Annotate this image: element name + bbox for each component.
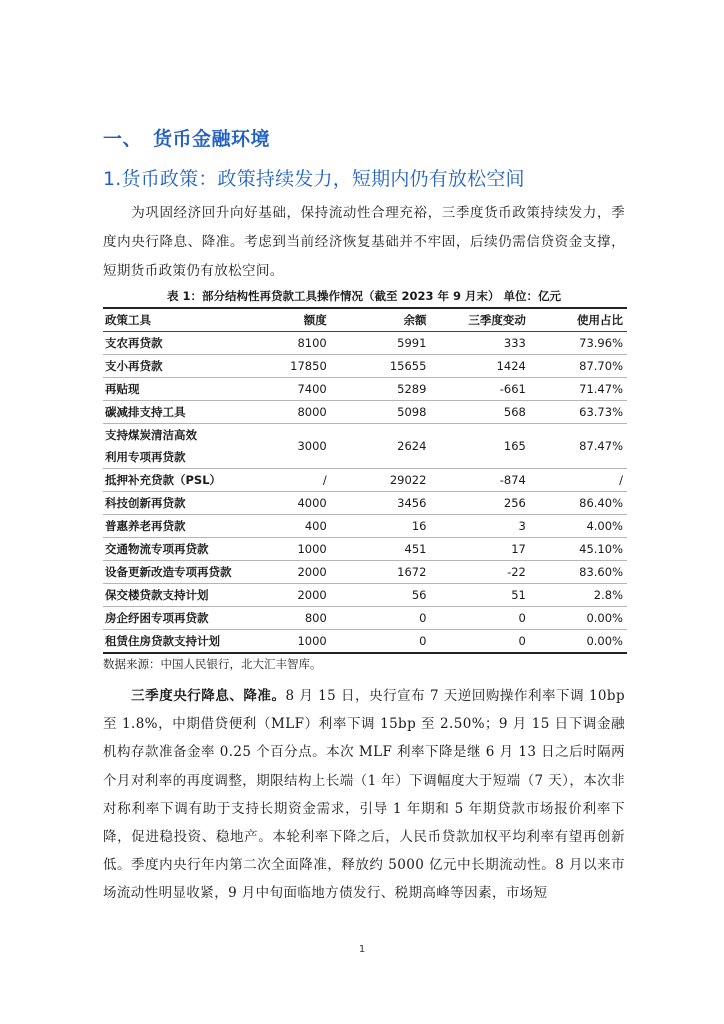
tool-balance: 5289 [329, 378, 429, 401]
tool-balance: 56 [329, 584, 429, 607]
tool-quota: 7400 [253, 378, 329, 401]
tool-balance: 1672 [329, 561, 429, 584]
tool-ratio: 0.00% [586, 634, 623, 648]
tool-change: 51 [428, 584, 527, 607]
table-row [103, 332, 627, 355]
tool-name: 租赁住房贷款支持计划 [105, 634, 220, 648]
tool-change: 333 [428, 332, 527, 355]
tool-change: 0 [428, 607, 527, 630]
refinancing-tools-table [103, 307, 627, 654]
tool-balance: 29022 [329, 469, 429, 492]
policy-paragraph [103, 682, 625, 908]
tool-name: 科技创新再贷款 [103, 492, 253, 515]
tool-ratio: 73.96% [528, 332, 627, 355]
tool-quota: 2000 [253, 584, 329, 607]
tool-quota: 17850 [253, 355, 329, 378]
tool-quota: 1000 [253, 538, 329, 561]
tool-name [103, 424, 253, 469]
tool-name: 普惠养老再贷款 [103, 515, 253, 538]
tool-change: 165 [428, 424, 527, 469]
table-row [103, 469, 627, 492]
tool-quota: 8000 [253, 401, 329, 424]
tool-quota: 4000 [253, 492, 329, 515]
tool-balance: 5098 [329, 401, 429, 424]
data-source-note: 数据来源：中国人民银行，北大汇丰智库。 [103, 657, 322, 671]
header-change: 三季度变动 [428, 308, 527, 332]
tool-ratio: 45.10% [528, 538, 627, 561]
policy-paragraph-lead: 三季度央行降息、降准。 [131, 688, 286, 704]
tool-change: 17 [428, 538, 527, 561]
section-title: 货币金融环境 [153, 128, 271, 150]
tool-name: 保交楼贷款支持计划 [103, 584, 253, 607]
tool-change: 568 [428, 401, 527, 424]
tool-ratio: 0.00% [528, 607, 627, 630]
tool-quota: 2000 [253, 561, 329, 584]
tool-ratio: 71.47% [528, 378, 627, 401]
table-row [103, 561, 627, 584]
table-row [103, 584, 627, 607]
subsection-heading: 1.货币政策：政策持续发力，短期内仍有放松空间 [103, 168, 525, 190]
tool-balance: 451 [329, 538, 429, 561]
tool-change: 0 [518, 634, 526, 648]
tool-name-line1: 支持煤炭清洁高效 [105, 428, 197, 442]
tool-ratio: 2.8% [528, 584, 627, 607]
tool-balance: 5991 [329, 332, 429, 355]
tool-ratio: 87.47% [528, 424, 627, 469]
tool-change: -874 [428, 469, 527, 492]
tool-name: 支农再贷款 [103, 332, 253, 355]
table-row [103, 607, 627, 630]
table-row [103, 538, 627, 561]
tool-ratio: 86.40% [528, 492, 627, 515]
tool-ratio: 4.00% [528, 515, 627, 538]
header-tool: 政策工具 [103, 308, 253, 332]
tool-ratio: 87.70% [528, 355, 627, 378]
tool-change: -661 [428, 378, 527, 401]
tool-name: 碳减排支持工具 [103, 401, 253, 424]
tool-name: 抵押补充贷款（PSL） [103, 469, 253, 492]
tool-name: 支小再贷款 [103, 355, 253, 378]
tool-name: 设备更新改造专项再贷款 [103, 561, 253, 584]
tool-change: 256 [428, 492, 527, 515]
tool-balance: 0 [419, 634, 427, 648]
tool-balance: 16 [329, 515, 429, 538]
tool-quota: 8100 [253, 332, 329, 355]
tool-balance: 15655 [329, 355, 429, 378]
tool-balance: 2624 [329, 424, 429, 469]
tool-balance: 3456 [329, 492, 429, 515]
header-ratio: 使用占比 [528, 308, 627, 332]
table-row [103, 424, 627, 469]
tool-ratio: 83.60% [528, 561, 627, 584]
intro-paragraph-text: 为巩固经济回升向好基础，保持流动性合理充裕，三季度货币政策持续发力，季度内央行降息、降准。考虑到当前经济恢复基础并不牢固，后续仍需信贷资金支撑，短期货币政策仍有放松空间。 [103, 205, 625, 279]
tool-name: 交通物流专项再贷款 [103, 538, 253, 561]
tool-quota: 1000 [297, 634, 327, 648]
tool-change: 3 [428, 515, 527, 538]
table-row [103, 492, 627, 515]
tool-quota: 800 [253, 607, 329, 630]
table-row [103, 355, 627, 378]
tool-ratio: / [528, 469, 627, 492]
table-row [103, 401, 627, 424]
tool-ratio: 63.73% [528, 401, 627, 424]
table-header-row [103, 308, 627, 332]
policy-paragraph-body: 8 月 15 日，央行宣布 7 天逆回购操作利率下调 10bp 至 1.8%，中期借贷便利（MLF）利率下调 15bp 至 2.50%；9 月 15 日下调金融机构存款准备金率 0.25 个百分点。本次 MLF 利率下降是继 6 月 13 日之后时隔两个月对利率的再度调整，期限结构上长端（1 年）下调幅度大于短端（7 天），本次非对称利率下调有助于支持长期资金需求，引导 1 年期和 5 年期贷款市场报价利率下降，促进稳投资、稳地产。本轮利率下降之后，人民币贷款加权平均利率有望再创新低。季度内央行年内第二次全面降准，释放约 5000 亿元中长期流动性。8 月以来市场流动性明显收紧，9 月中旬面临地方债发行、税期高峰等因素，市场短 [103, 688, 626, 902]
table-row [103, 378, 627, 401]
header-quota: 额度 [253, 308, 329, 332]
tool-quota: / [253, 469, 329, 492]
tool-name: 房企纾困专项再贷款 [103, 607, 253, 630]
tool-quota: 3000 [253, 424, 329, 469]
section-number: 一、 [103, 128, 143, 150]
section-heading [103, 124, 270, 151]
page-number: 1 [358, 944, 366, 955]
tool-change: -22 [428, 561, 527, 584]
header-balance: 余额 [329, 308, 429, 332]
intro-paragraph [103, 199, 625, 286]
tool-quota: 400 [253, 515, 329, 538]
tool-change: 1424 [428, 355, 527, 378]
table-row [103, 630, 627, 654]
table-caption: 表 1：部分结构性再贷款工具操作情况（截至 2023 年 9 月末） 单位：亿元 [166, 289, 562, 303]
tool-name-line2: 利用专项再贷款 [105, 450, 186, 464]
tool-name: 再贴现 [103, 378, 253, 401]
tool-balance: 0 [329, 607, 429, 630]
table-row [103, 515, 627, 538]
